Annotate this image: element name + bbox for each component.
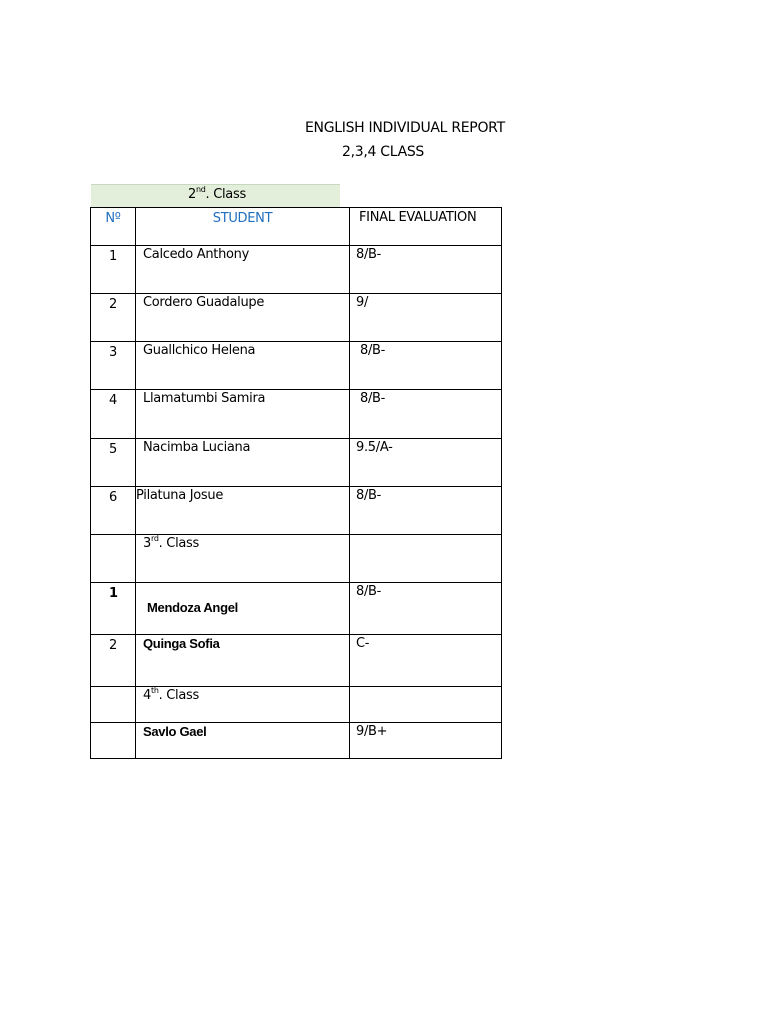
header-final-evaluation: FINAL EVALUATION <box>350 208 502 246</box>
empty-cell <box>350 687 502 723</box>
header-number: Nº <box>91 208 136 246</box>
report-title: ENGLISH INDIVIDUAL REPORT <box>305 120 505 136</box>
student-name: Pilatuna Josue <box>136 487 350 535</box>
section-row-4th-class <box>91 687 502 723</box>
empty-cell <box>350 535 502 583</box>
student-name: Quinga Sofia <box>136 635 350 687</box>
table-row <box>91 246 502 294</box>
row-number: 2 <box>91 635 136 687</box>
row-number: 3 <box>91 342 136 390</box>
section-label-2nd-class: 2nd. Class <box>188 185 246 202</box>
grades-table <box>90 207 502 759</box>
table-row <box>91 294 502 342</box>
final-evaluation: 9/ <box>350 294 502 342</box>
row-number: 1 <box>91 246 136 294</box>
report-subtitle: 2,3,4 CLASS <box>342 144 425 160</box>
student-name: Llamatumbi Samira <box>136 390 350 439</box>
row-number: 2 <box>91 294 136 342</box>
row-number: 4 <box>91 390 136 439</box>
section-row-3rd-class <box>91 535 502 583</box>
table-row <box>91 342 502 390</box>
student-name: Mendoza Angel <box>136 583 350 635</box>
section-label-3rd-class: 3rd. Class <box>136 535 350 583</box>
final-evaluation: 9/B+ <box>350 723 502 759</box>
final-evaluation: C- <box>350 635 502 687</box>
student-name: Calcedo Anthony <box>136 246 350 294</box>
table-row <box>91 583 502 635</box>
section-label-4th-class: 4th. Class <box>136 687 350 723</box>
table-row <box>91 439 502 487</box>
header-student: STUDENT <box>136 208 350 246</box>
row-number: 1 <box>91 583 136 635</box>
row-number: 5 <box>91 439 136 487</box>
table-row <box>91 487 502 535</box>
table-row <box>91 723 502 759</box>
row-number: 6 <box>91 487 136 535</box>
table-header-row <box>91 208 502 246</box>
empty-cell <box>91 687 136 723</box>
student-name: Guallchico Helena <box>136 342 350 390</box>
final-evaluation: 8/B- <box>350 246 502 294</box>
table-row <box>91 390 502 439</box>
student-name: Savlo Gael <box>136 723 350 759</box>
student-name: Nacimba Luciana <box>136 439 350 487</box>
final-evaluation: 8/B- <box>350 583 502 635</box>
student-name: Cordero Guadalupe <box>136 294 350 342</box>
final-evaluation: 8/B- <box>350 390 502 439</box>
final-evaluation: 8/B- <box>350 487 502 535</box>
final-evaluation: 8/B- <box>350 342 502 390</box>
table-row <box>91 635 502 687</box>
final-evaluation: 9.5/A- <box>350 439 502 487</box>
row-number <box>91 723 136 759</box>
empty-cell <box>91 535 136 583</box>
